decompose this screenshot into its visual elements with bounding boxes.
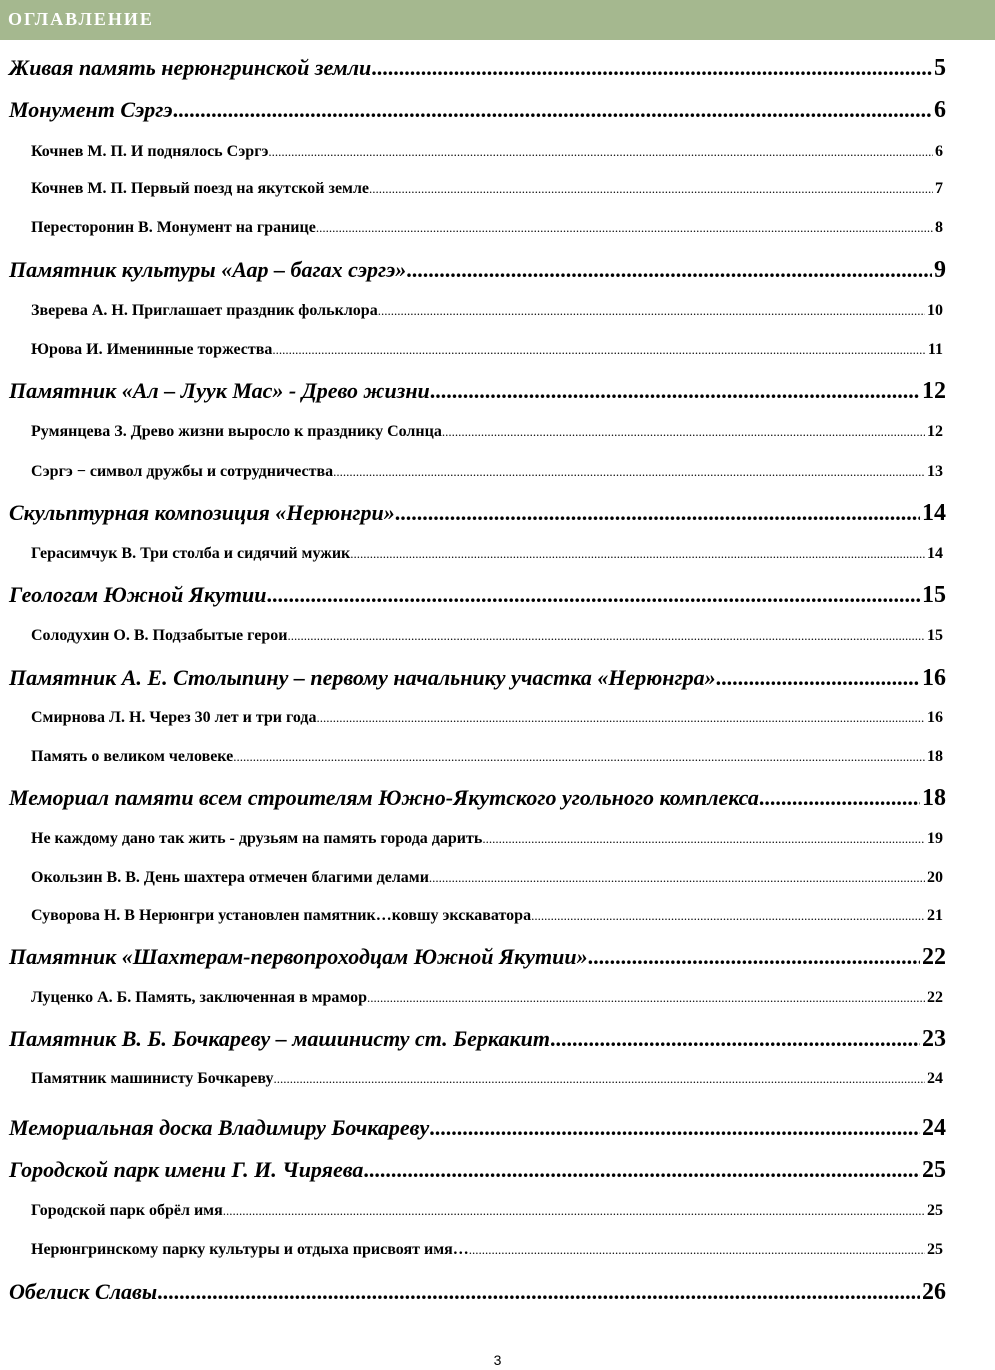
toc-entry-page: 7 [935, 180, 943, 197]
dot-leader [429, 1115, 920, 1141]
toc-subentry[interactable] [31, 219, 943, 237]
toc-subentry[interactable] [31, 143, 943, 161]
toc-subentry[interactable] [31, 463, 943, 481]
dot-leader [317, 710, 926, 726]
toc-entry-title: Герасимчук В. Три столба и сидячий мужик [31, 545, 351, 562]
dot-leader [531, 908, 925, 924]
toc-entry-page: 15 [922, 582, 946, 608]
toc-subentry[interactable] [31, 627, 943, 645]
toc-entry-title: Геологам Южной Якутии [9, 582, 267, 607]
toc-subentry[interactable] [31, 341, 943, 359]
toc-subentry[interactable] [31, 423, 943, 441]
dot-leader [588, 944, 920, 970]
toc-entry[interactable] [9, 785, 946, 812]
toc-entry-page: 12 [922, 378, 946, 404]
toc-subentry[interactable] [31, 302, 943, 320]
dot-leader [550, 1026, 920, 1052]
dot-leader [173, 97, 932, 123]
toc-entry-title: Окользин В. В. День шахтера отмечен благими делами [31, 869, 429, 886]
toc-entry-page: 10 [927, 302, 943, 319]
toc-entry-title: Пересторонин В. Монумент на границе [31, 219, 316, 236]
toc-entry-page: 24 [927, 1070, 943, 1087]
dot-leader [350, 546, 925, 562]
toc-entry-title: Мемориальная доска Владимиру Бочкареву [9, 1115, 430, 1140]
toc-subentry[interactable] [31, 709, 943, 727]
toc-subentry[interactable] [31, 989, 943, 1007]
toc-entry-page: 19 [927, 830, 943, 847]
toc-entry-title: Памятник «Ал – Луук Мас» - Древо жизни [9, 378, 430, 403]
dot-leader [223, 1203, 925, 1219]
dot-leader [316, 220, 933, 236]
toc-entry-page: 16 [922, 665, 946, 691]
toc-entry[interactable] [9, 665, 946, 692]
toc-entry-page: 16 [927, 709, 943, 726]
toc-entry-title: Память о великом человеке [31, 748, 234, 765]
toc-entry-title: Памятник А. Е. Столыпину – первому начальнику участка «Нерюнгра» [9, 665, 716, 690]
toc-entry-title: Обелиск Славы [9, 1279, 158, 1304]
toc-entry-page: 18 [922, 785, 946, 811]
toc-entry-title: Сэргэ − символ дружбы и сотрудничества [31, 463, 334, 480]
toc-entry-page: 5 [934, 55, 946, 81]
toc-subentry[interactable] [31, 1241, 943, 1259]
dot-leader [378, 303, 925, 319]
dot-leader [442, 424, 925, 440]
toc-subentry[interactable] [31, 1070, 943, 1088]
toc-entry-page: 25 [927, 1241, 943, 1258]
toc-entry-page: 25 [922, 1157, 946, 1183]
dot-leader [157, 1279, 920, 1305]
toc-subentry[interactable] [31, 1202, 943, 1220]
dot-leader [482, 831, 925, 847]
dot-leader [371, 55, 932, 81]
page-title: ОГЛАВЛЕНИЕ [8, 9, 154, 29]
toc-entry[interactable] [9, 55, 946, 82]
dot-leader [369, 181, 933, 197]
toc-entry-page: 11 [927, 341, 943, 358]
toc-entry-page: 15 [927, 627, 943, 644]
toc-entry-title: Солодухин О. В. Подзабытые герои [31, 627, 288, 644]
toc-entry[interactable] [9, 378, 946, 405]
toc-entry-title: Кочнев М. П. И поднялось Сэргэ [31, 143, 269, 160]
dot-leader [367, 990, 925, 1006]
dot-leader [406, 257, 932, 283]
dot-leader [287, 628, 925, 644]
toc-entry-page: 12 [927, 423, 943, 440]
toc-entry-title: Нерюнгринскому парку культуры и отдыха присвоят имя… [31, 1241, 469, 1258]
toc-entry-title: Памятник «Шахтерам-первопроходцам Южной Якутии» [9, 944, 588, 969]
dot-leader [429, 870, 925, 886]
toc-subentry[interactable] [31, 830, 943, 848]
toc-subentry[interactable] [31, 748, 943, 766]
toc-entry[interactable] [9, 257, 946, 284]
toc-entry-page: 8 [935, 219, 943, 236]
toc-subentry[interactable] [31, 869, 943, 887]
toc-entry-page: 26 [922, 1279, 946, 1305]
toc-subentry[interactable] [31, 180, 943, 198]
toc-entry[interactable] [9, 1115, 946, 1142]
toc-entry-title: Живая память нерюнгринской земли [9, 55, 372, 80]
dot-leader [268, 144, 933, 160]
toc-entry[interactable] [9, 1026, 946, 1053]
dot-leader [395, 500, 920, 526]
page-number: 3 [493, 1352, 502, 1368]
toc-entry-title: Городской парк обрёл имя [31, 1202, 223, 1219]
toc-entry-page: 25 [927, 1202, 943, 1219]
toc-entry-page: 14 [927, 545, 943, 562]
toc-entry-title: Не каждому дано так жить - друзьям на память города дарить [31, 830, 483, 847]
toc-entry-page: 20 [927, 869, 943, 886]
toc-entry-title: Монумент Сэргэ [9, 97, 173, 122]
toc-entry-page: 24 [922, 1115, 946, 1141]
toc-entry-title: Кочнев М. П. Первый поезд на якутской земле [31, 180, 370, 197]
toc-entry-page: 13 [927, 463, 943, 480]
toc-entry-page: 22 [922, 944, 946, 970]
dot-leader [716, 665, 920, 691]
dot-leader [273, 1071, 925, 1087]
toc-entry-page: 6 [934, 97, 946, 123]
toc-entry-title: Памятник машинисту Бочкареву [31, 1070, 274, 1087]
toc-entry-page: 21 [927, 907, 943, 924]
toc-entry-title: Памятник В. Б. Бочкареву – машинисту ст. Беркакит [9, 1026, 550, 1051]
toc-entry-title: Смирнова Л. Н. Через 30 лет и три года [31, 709, 317, 726]
toc-entry[interactable] [9, 582, 946, 609]
dot-leader [272, 342, 926, 358]
toc-subentry[interactable] [31, 907, 943, 925]
toc-entry-page: 18 [927, 748, 943, 765]
toc-entry-title: Зверева А. Н. Приглашает праздник фольклора [31, 302, 378, 319]
dot-leader [363, 1157, 920, 1183]
toc-entry-page: 6 [935, 143, 943, 160]
toc-subentry[interactable] [31, 545, 943, 563]
dot-leader [759, 785, 920, 811]
toc-entry-page: 14 [922, 500, 946, 526]
toc-entry-title: Суворова Н. В Нерюнгри установлен памятник…ковшу экскаватора [31, 907, 532, 924]
toc-entry-title: Скульптурная композиция «Нерюнгри» [9, 500, 395, 525]
toc-entry-page: 9 [934, 257, 946, 283]
toc-entry[interactable] [9, 1157, 946, 1184]
toc-entry-title: Румянцева З. Древо жизни выросло к празднику Солнца [31, 423, 442, 440]
dot-leader [266, 582, 920, 608]
toc-entry-title: Памятник культуры «Аар – багах сэргэ» [9, 257, 407, 282]
header-bar [0, 0, 995, 40]
toc-entry[interactable] [9, 1279, 946, 1306]
dot-leader [333, 464, 925, 480]
dot-leader [469, 1242, 925, 1258]
dot-leader [430, 378, 920, 404]
toc-entry-title: Городской парк имени Г. И. Чиряева [9, 1157, 364, 1182]
toc-entry-page: 23 [922, 1026, 946, 1052]
toc-entry-title: Юрова И. Именинные торжества [31, 341, 273, 358]
toc-entry-title: Луценко А. Б. Память, заключенная в мрамор [31, 989, 368, 1006]
dot-leader [233, 749, 925, 765]
toc-entry[interactable] [9, 97, 946, 124]
toc-entry-page: 22 [927, 989, 943, 1006]
toc-entry-title: Мемориал памяти всем строителям Южно-Якутского угольного комплекса [9, 785, 759, 810]
toc-entry[interactable] [9, 944, 946, 971]
toc-entry[interactable] [9, 500, 946, 527]
